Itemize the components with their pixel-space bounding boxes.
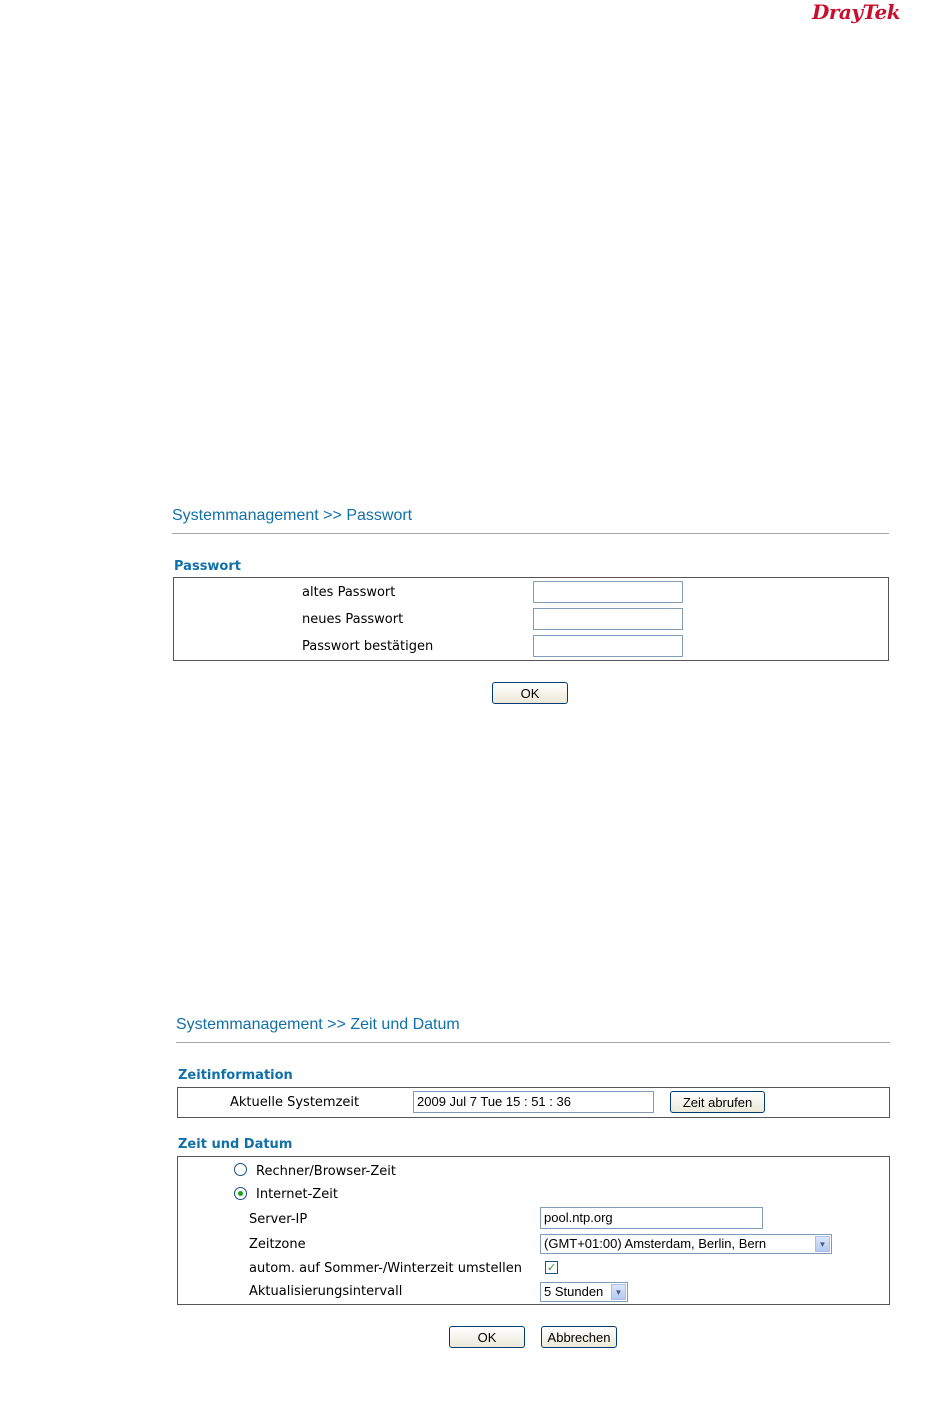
new-password-label: neues Passwort: [302, 612, 404, 627]
server-ip-input[interactable]: pool.ntp.org: [540, 1207, 763, 1229]
system-time-label: Aktuelle Systemzeit: [230, 1095, 360, 1110]
title-divider: [172, 533, 889, 534]
radio-selected-dot: [238, 1191, 243, 1196]
old-password-label: altes Passwort: [302, 585, 396, 600]
interval-value: 5 Stunden: [544, 1284, 604, 1299]
dst-label: autom. auf Sommer-/Winterzeit umstellen: [249, 1261, 522, 1276]
interval-label: Aktualisierungsintervall: [249, 1284, 403, 1299]
interval-select[interactable]: [540, 1282, 628, 1302]
fetch-time-button[interactable]: Zeit abrufen: [670, 1091, 765, 1113]
server-ip-label: Server-IP: [249, 1212, 308, 1227]
title-divider: [176, 1042, 890, 1043]
browser-time-label: Rechner/Browser-Zeit: [256, 1164, 396, 1179]
time-ok-button[interactable]: OK: [449, 1326, 525, 1348]
time-page-title: Systemmanagement >> Zeit und Datum: [176, 1016, 460, 1033]
internet-time-label: Internet-Zeit: [256, 1187, 338, 1202]
internet-time-radio[interactable]: [234, 1187, 247, 1200]
password-fieldset: [173, 577, 889, 661]
timezone-value: (GMT+01:00) Amsterdam, Berlin, Bern: [544, 1236, 767, 1251]
password-page-title: Systemmanagement >> Passwort: [172, 507, 413, 524]
timezone-select[interactable]: [540, 1234, 832, 1254]
draytek-logo: DrayTek: [812, 0, 901, 24]
time-info-fieldset: [177, 1087, 890, 1118]
time-info-section-label: Zeitinformation: [178, 1068, 293, 1083]
time-date-section-label: Zeit und Datum: [178, 1137, 293, 1152]
password-ok-button[interactable]: OK: [492, 682, 568, 704]
timezone-label: Zeitzone: [249, 1237, 306, 1252]
new-password-input[interactable]: [533, 608, 683, 630]
checkmark-icon: ✓: [546, 1261, 557, 1274]
password-section-label: Passwort: [174, 559, 241, 574]
browser-time-radio[interactable]: [234, 1163, 247, 1176]
confirm-password-input[interactable]: [533, 635, 683, 657]
cancel-button[interactable]: Abbrechen: [541, 1326, 617, 1348]
time-date-fieldset: [177, 1156, 890, 1305]
dst-checkbox[interactable]: [545, 1261, 558, 1274]
system-time-field: 2009 Jul 7 Tue 15 : 51 : 36: [413, 1091, 654, 1113]
chevron-down-icon: ▼: [611, 1284, 626, 1300]
chevron-down-icon: ▼: [815, 1236, 830, 1252]
confirm-password-label: Passwort bestätigen: [302, 639, 434, 654]
old-password-input[interactable]: [533, 581, 683, 603]
